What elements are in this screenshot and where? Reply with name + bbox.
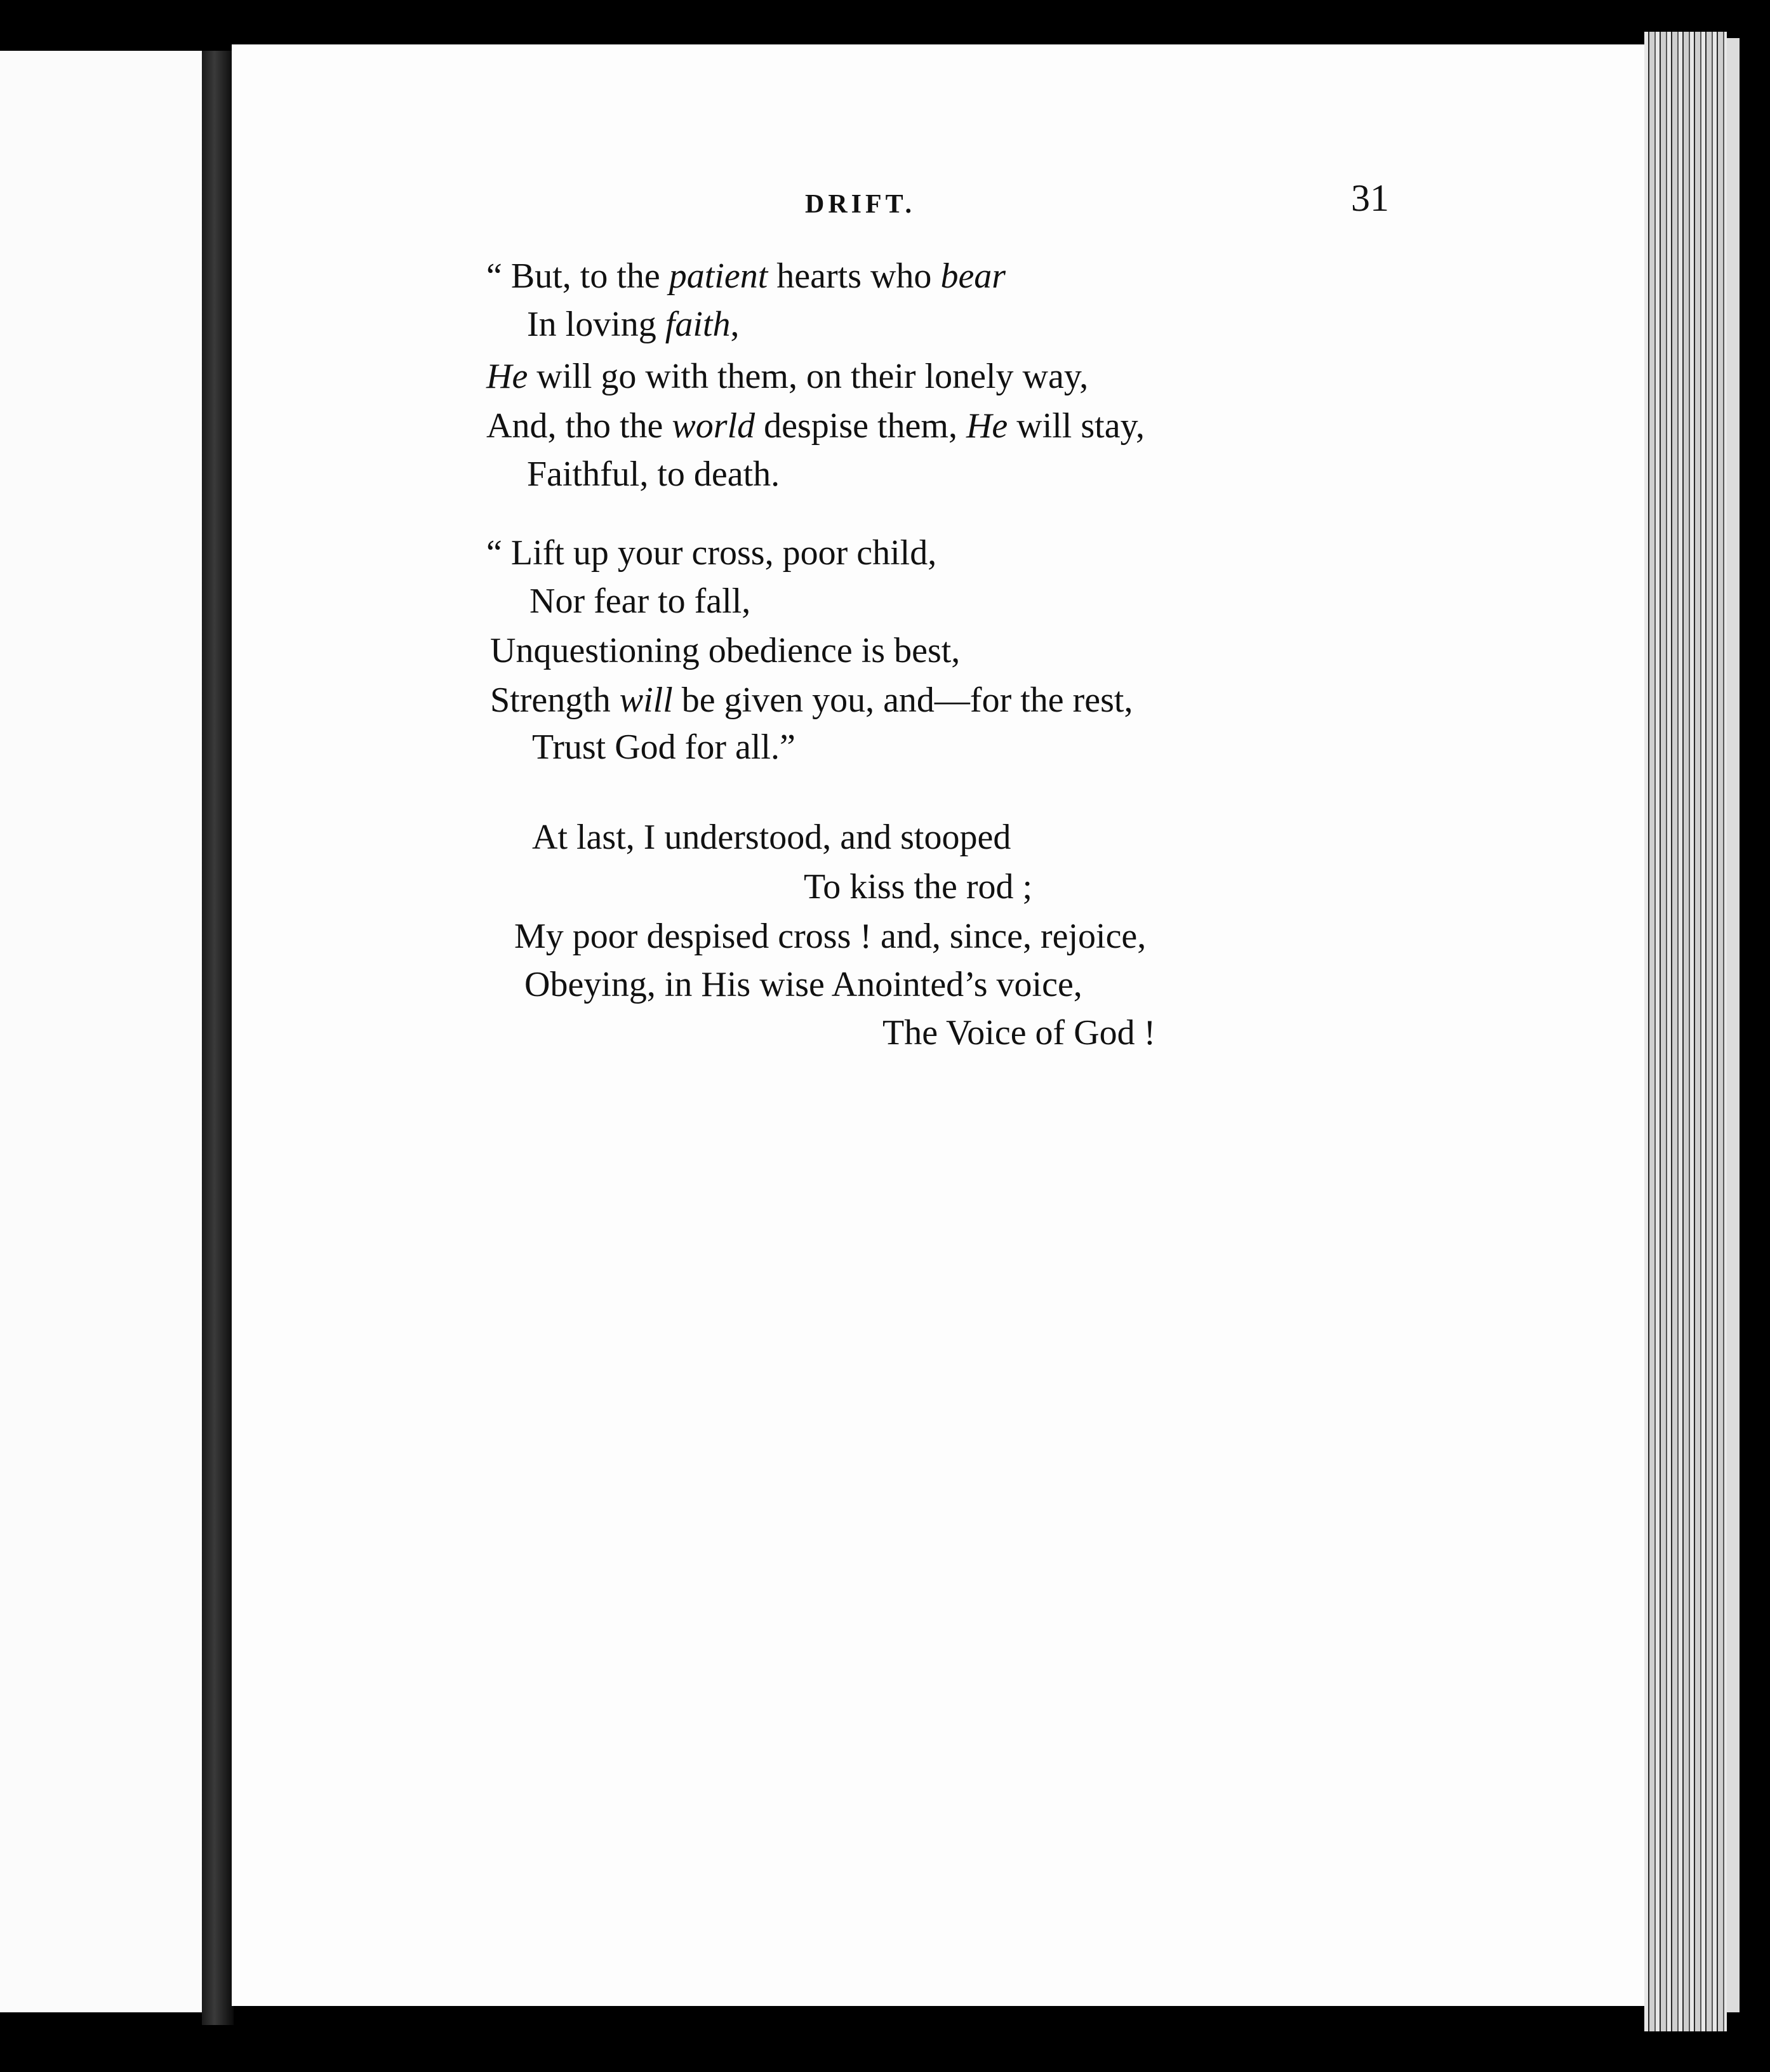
poem-line: Trust God for all.”	[532, 727, 795, 767]
poem-line: Nor fear to fall,	[529, 581, 751, 621]
poem-line: He will go with them, on their lonely way,	[486, 357, 1089, 396]
page-edge-outer	[1727, 38, 1740, 2012]
poem-line: At last, I understood, and stooped	[532, 818, 1011, 857]
page-edges	[1644, 32, 1727, 2031]
poem-line: To kiss the rod ;	[804, 867, 1033, 906]
poem-line: Obeying, in His wise Anointed’s voice,	[524, 965, 1082, 1004]
left-page	[0, 51, 210, 2012]
poem-line: Unquestioning obedience is best,	[490, 631, 961, 670]
book-gutter	[202, 51, 234, 2025]
poem-line: And, tho the world despise them, He will stay,	[486, 406, 1145, 446]
poem-line: “ Lift up your cross, poor child,	[486, 533, 937, 573]
poem-line: “ But, to the patient hearts who bear	[486, 256, 1006, 296]
page-number: 31	[1351, 177, 1389, 219]
poem-line: In loving faith,	[527, 305, 740, 344]
poem-line: The Voice of God !	[882, 1013, 1156, 1053]
poem-line: My poor despised cross ! and, since, rejoice,	[514, 917, 1147, 956]
poem-line: Strength will be given you, and—for the rest,	[490, 681, 1133, 720]
poem-line: Faithful, to death.	[527, 455, 780, 494]
running-head: DRIFT.	[805, 190, 916, 219]
